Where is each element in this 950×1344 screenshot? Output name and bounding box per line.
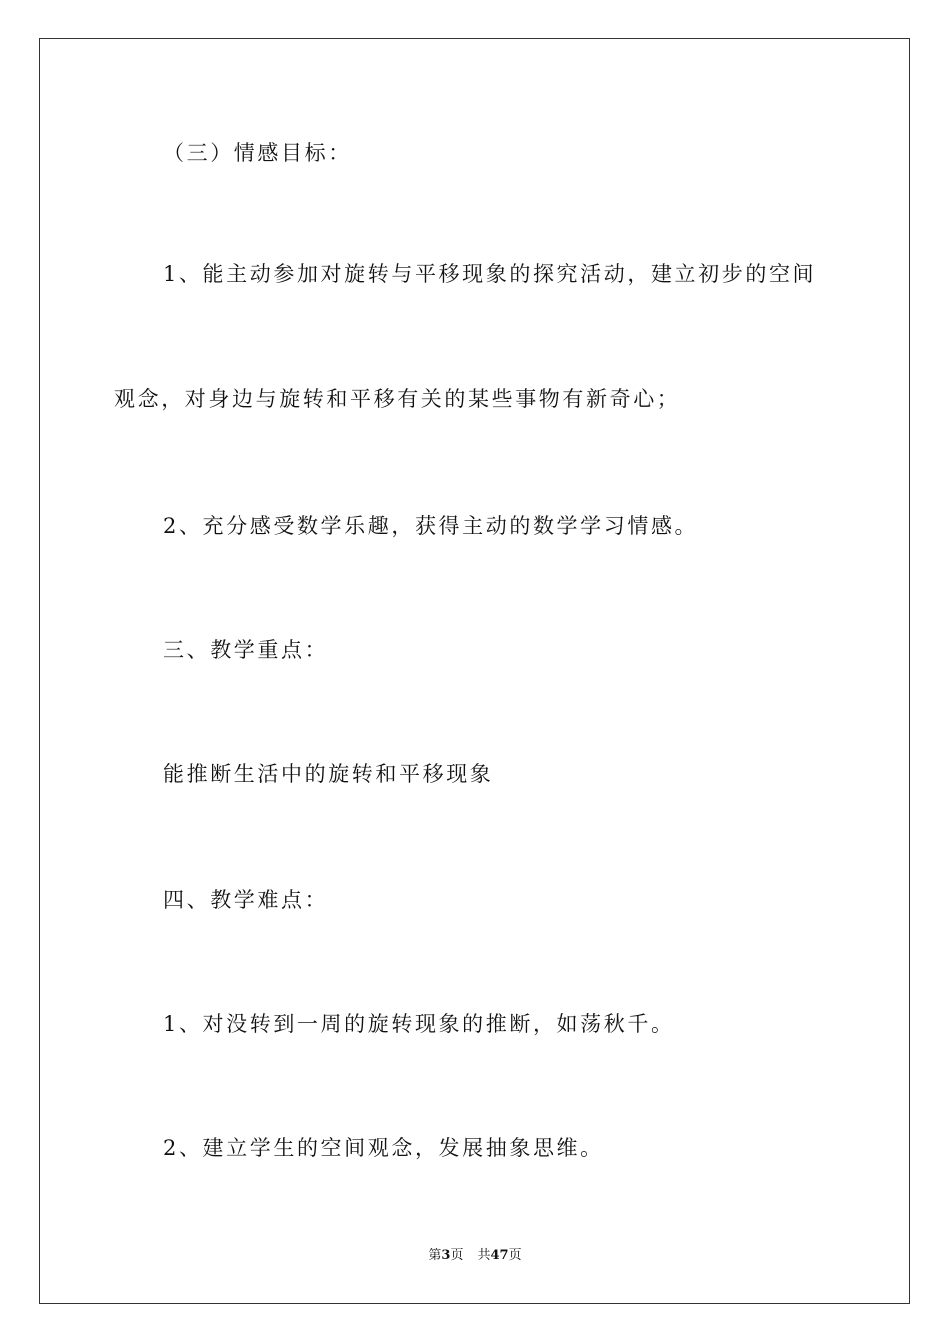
section-heading-emotional-goals: （三）情感目标：: [163, 141, 352, 165]
footer-page-number: 3: [441, 1248, 451, 1263]
paragraph-goal-2: 2、充分感受数学乐趣，获得主动的数学学习情感。: [163, 514, 699, 538]
page-border: [39, 38, 910, 1304]
paragraph-difficulty-1: 1、对没转到一周的旋转现象的推断，如荡秋千。: [163, 1012, 675, 1036]
page-footer: [0, 1247, 950, 1265]
section-heading-difficulties: 四、教学难点：: [163, 888, 329, 912]
footer-total-suffix: 页: [508, 1248, 522, 1263]
section-heading-key-points: 三、教学重点：: [163, 638, 329, 662]
paragraph-goal-1-line-1: 1、能主动参加对旋转与平移现象的探究活动，建立初步的空间: [163, 262, 817, 286]
footer-total-prefix: 共: [477, 1248, 491, 1263]
footer-page-prefix: 第: [428, 1248, 442, 1263]
footer-total-pages: 47: [490, 1248, 509, 1263]
paragraph-key-point: 能推断生活中的旋转和平移现象: [163, 762, 494, 786]
paragraph-difficulty-2: 2、建立学生的空间观念，发展抽象思维。: [163, 1136, 604, 1160]
paragraph-goal-1-line-2: 观念，对身边与旋转和平移有关的某些事物有新奇心；: [114, 387, 681, 411]
footer-page-suffix: 页: [450, 1248, 464, 1263]
